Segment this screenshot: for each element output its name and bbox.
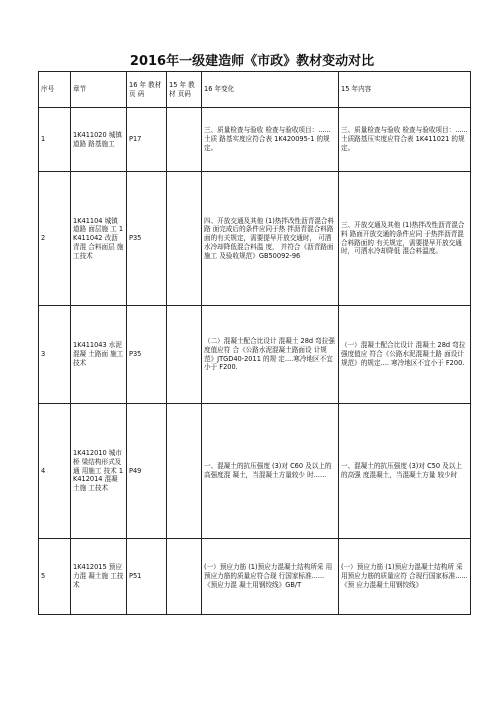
row-no: 2: [39, 172, 71, 306]
table-row: [39, 172, 471, 306]
row-chapter: 1K41104 城镇道路 面层施 工 1K411042 改沥青混 合料面层 施工技术: [71, 172, 127, 306]
row-content-15: （一）混凝土配合比设计 混凝土 28d 弯拉强度值应 符合《公路水泥混凝土路 面设计规范》的规定.... 寒冷地区不宜小于 F200.: [339, 306, 471, 404]
row-chapter: 1K412010 城市桥 梁结构形式及通 用施工 技术 1K412014 混凝土施 工技术: [71, 404, 127, 539]
row-chapter: 1K411043 水泥混凝 土路面 施工技术: [71, 306, 127, 404]
row-page: P35: [127, 172, 167, 306]
row-no: 5: [39, 539, 71, 615]
row-change-16: 一、混凝土的抗压强度 (3)对 C60 及以上的高强度混 凝土，当混凝土方量较少 时......: [202, 404, 339, 539]
table-header-row: [39, 72, 471, 108]
document-title: 2016年一级建造师《市政》教材变动对比: [129, 54, 375, 69]
table-row: [39, 108, 471, 172]
row-change-16: 三、质量检查与验收 检查与验收项目：......土质 路基实度应符合表 1K420095-1 的规定。: [202, 108, 339, 172]
header-page-16: 16 年 教材页 码: [127, 72, 167, 108]
row-page-15: [167, 306, 202, 404]
row-change-16: 四、开放交通及其他 (1)热拌改性沥青混合料路 面完成后的条件应同于热 拌沥青混合料路面的有关规定，需要提早开放交通时， 可洒水冷却降低混合料温 度， 并符合《沥青路面施工 及验收规范》GB50092-96: [202, 172, 339, 306]
row-page-15: [167, 404, 202, 539]
header-chapter: 章节: [71, 72, 127, 108]
table-row: [39, 306, 471, 404]
row-page: P35: [127, 306, 167, 404]
row-page-15: [167, 539, 202, 615]
row-page-15: [167, 172, 202, 306]
table-row: [39, 404, 471, 539]
row-change-16: （二）混凝土配合比设计 混凝土 28d 弯拉强度值应符 合《公路水泥混凝土路面设 计规范》JTGD40-2011 的规 定....寒冷地区不宜小于 F200.: [202, 306, 339, 404]
row-page: P49: [127, 404, 167, 539]
row-no: 1: [39, 108, 71, 172]
table-row: [39, 539, 471, 615]
header-content-15: 15 年内容: [339, 72, 471, 108]
header-change-16: 16 年变化: [202, 72, 339, 108]
row-page: P51: [127, 539, 167, 615]
row-chapter: 1K411020 城镇道路 路基施工: [71, 108, 127, 172]
row-content-15: 三、质量检查与验收 检查与验收项目：...... 土质路基压实度应符合表 1K411021 的规定。: [339, 108, 471, 172]
header-page-15: 15 年 教 材 页码: [167, 72, 202, 108]
row-no: 4: [39, 404, 71, 539]
row-content-15: 一、混凝土的抗压强度 (3)对 C50 及以上的高强 度混凝土，当混凝土方量 较少时: [339, 404, 471, 539]
row-page: P17: [127, 108, 167, 172]
row-content-15: (一）预应力筋 (1)预应力混凝土结构所 采用预应力筋的质量应符 合现行国家标准......《预 应力混凝土用钢绞线》: [339, 539, 471, 615]
row-no: 3: [39, 306, 71, 404]
row-content-15: 三、开放交通及其他 (1)热拌改性沥青混合料 路面开放交通的条件应同 于热拌沥青混合料路面的 有关规定，需要提早开放交通时，可洒水冷却降低 混合料温度。: [339, 172, 471, 306]
row-chapter: 1K412015 预应力混 凝土施 工技术: [71, 539, 127, 615]
row-change-16: (一）预应力筋 (1)预应力混凝土结构所采 用预应力筋的质量应符合现 行国家标准......《预应力混 凝土用钢绞线》GB/T: [202, 539, 339, 615]
row-page-15: [167, 108, 202, 172]
header-no: 序号: [39, 72, 71, 108]
comparison-table: [38, 71, 471, 615]
